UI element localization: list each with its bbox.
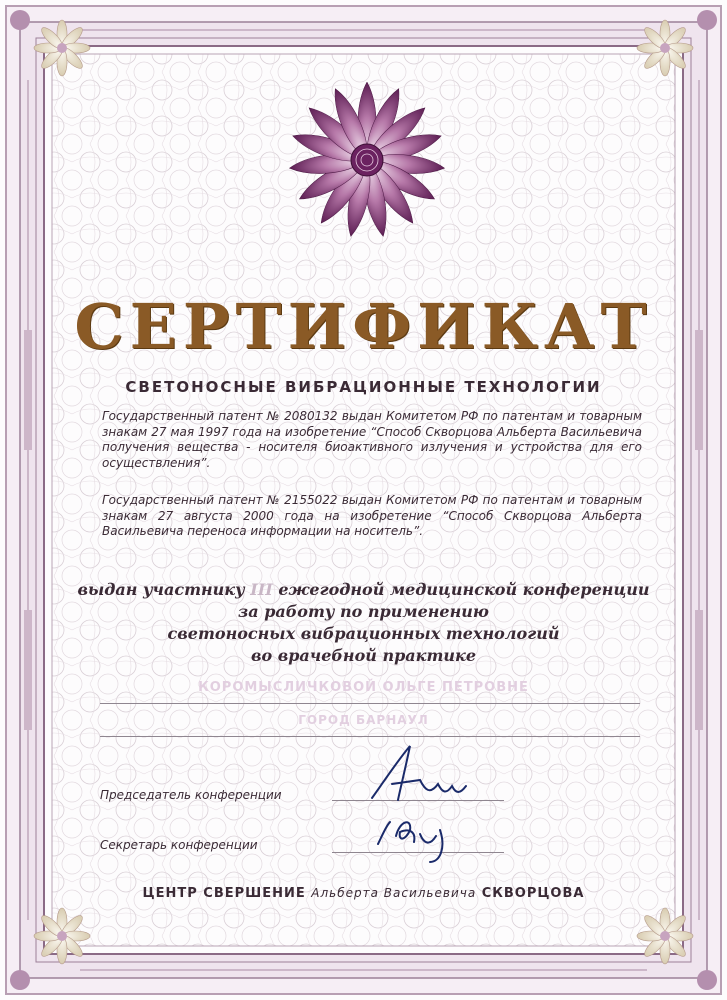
issuer-center: ЦЕНТР СВЕРШЕНИЕ [142,886,306,901]
issuer-founder-surname: СКВОРЦОВА [481,886,585,901]
recipient-name: КОРОМЫСЛИЧКОВОЙ ОЛЬГЕ ПЕТРОВНЕ [198,680,529,695]
patent-paragraph-1: Государственный патент № 2080132 выдан Комитетом РФ по патентам и товарным знакам 27 мая 1997 года на изобретение “Способ Скворцова Альберта Васильевича получения вещества - носителя биоактивного излучения и устройства для его осуществления”. [102,409,642,470]
award-line-1 [0,580,727,599]
issuer-founder-name: Альберта Васильевича [311,886,477,900]
recipient-city: ГОРОД БАРНАУЛ [298,713,429,727]
award-suffix: ежегодной медицинской конференции [278,580,650,599]
award-line-3: светоносных вибрационных технологий [167,624,560,643]
award-prefix: выдан участнику [77,580,245,599]
issuer-footer [0,886,727,901]
patent-paragraph-2: Государственный патент № 2155022 выдан Комитетом РФ по патентам и товарным знакам 27 августа 2000 года на изобретение “Способ Скворцова Альберта Васильевича переноса информации на носитель”. [102,493,642,538]
secretary-label: Секретарь конференции [100,838,258,852]
certificate-subtitle: СВЕТОНОСНЫЕ ВИБРАЦИОННЫЕ ТЕХНОЛОГИИ [125,378,602,396]
chairman-label: Председатель конференции [100,788,282,802]
award-roman-number: III [250,580,273,599]
award-line-4: во врачебной практике [250,646,477,665]
award-line-2: за работу по применению [238,602,489,621]
certificate-title: СЕРТИФИКАТ [74,290,653,363]
